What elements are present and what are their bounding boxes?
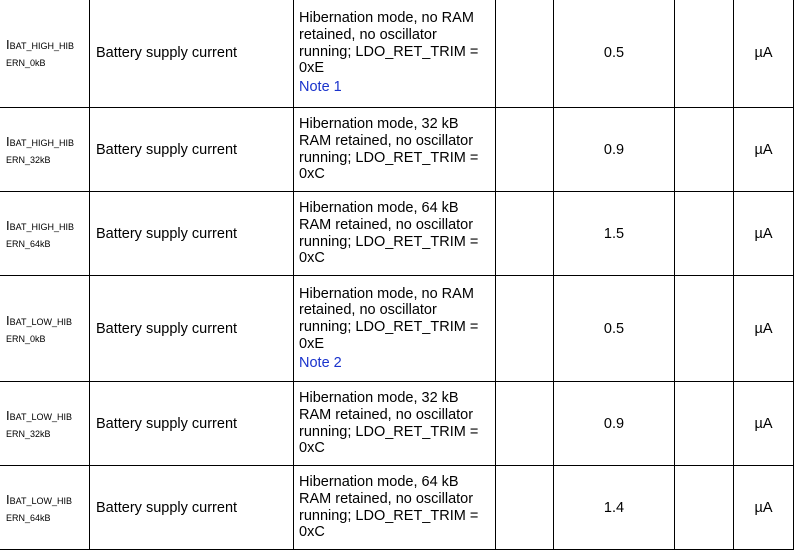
symbol-main: I [6, 133, 10, 149]
symbol-subscript: BAT_LOW_HIB [9, 495, 72, 506]
max-cell [675, 108, 734, 192]
parameter-cell: Battery supply current [90, 108, 294, 192]
unit-cell: µA [734, 276, 794, 382]
min-cell [496, 382, 554, 466]
typ-cell: 1.5 [554, 192, 675, 276]
max-cell [675, 0, 734, 108]
condition-cell: Hibernation mode, no RAM retained, no oscillator running; LDO_RET_TRIM = 0xE Note 1 [294, 0, 496, 108]
table-row [0, 192, 794, 276]
symbol-subscript: BAT_HIGH_HIB [9, 221, 74, 232]
min-cell [496, 466, 554, 550]
table-row [0, 108, 794, 192]
typ-cell: 1.4 [554, 466, 675, 550]
max-cell [675, 276, 734, 382]
condition-cell: Hibernation mode, no RAM retained, no oscillator running; LDO_RET_TRIM = 0xE Note 2 [294, 276, 496, 382]
min-cell [496, 276, 554, 382]
unit-cell: µA [734, 192, 794, 276]
symbol-cell [0, 276, 90, 382]
symbol-cell [0, 192, 90, 276]
typ-cell: 0.9 [554, 382, 675, 466]
symbol-subscript-cont: ERN_32kB [6, 154, 51, 165]
condition-cell: Hibernation mode, 32 kB RAM retained, no oscillator running; LDO_RET_TRIM = 0xC [294, 382, 496, 466]
typ-cell: 0.5 [554, 0, 675, 108]
unit-cell: µA [734, 382, 794, 466]
table-row [0, 382, 794, 466]
unit-cell: µA [734, 466, 794, 550]
symbol-main: I [6, 37, 10, 53]
symbol-subscript-cont: ERN_64kB [6, 512, 51, 523]
note-link[interactable]: Note 1 [299, 79, 342, 96]
symbol-cell [0, 108, 90, 192]
condition-cell: Hibernation mode, 64 kB RAM retained, no oscillator running; LDO_RET_TRIM = 0xC [294, 466, 496, 550]
min-cell [496, 108, 554, 192]
symbol-subscript: BAT_LOW_HIB [9, 316, 72, 327]
symbol-subscript-cont: ERN_32kB [6, 428, 51, 439]
symbol-subscript: BAT_HIGH_HIB [9, 137, 74, 148]
table-row [0, 0, 794, 108]
symbol-subscript: BAT_LOW_HIB [9, 411, 72, 422]
condition-cell: Hibernation mode, 32 kB RAM retained, no oscillator running; LDO_RET_TRIM = 0xC [294, 108, 496, 192]
note-link[interactable]: Note 2 [299, 354, 342, 371]
symbol-main: I [6, 312, 10, 328]
parameter-cell: Battery supply current [90, 276, 294, 382]
symbol-subscript-cont: ERN_64kB [6, 238, 51, 249]
symbol-subscript: BAT_HIGH_HIB [9, 41, 74, 52]
symbol-cell [0, 0, 90, 108]
table-row [0, 466, 794, 550]
condition-cell: Hibernation mode, 64 kB RAM retained, no oscillator running; LDO_RET_TRIM = 0xC [294, 192, 496, 276]
min-cell [496, 0, 554, 108]
parameter-cell: Battery supply current [90, 192, 294, 276]
symbol-subscript-cont: ERN_0kB [6, 333, 46, 344]
max-cell [675, 466, 734, 550]
parameter-cell: Battery supply current [90, 466, 294, 550]
symbol-cell [0, 466, 90, 550]
typ-cell: 0.9 [554, 108, 675, 192]
min-cell [496, 192, 554, 276]
typ-cell: 0.5 [554, 276, 675, 382]
symbol-main: I [6, 407, 10, 423]
symbol-cell [0, 382, 90, 466]
symbol-main: I [6, 217, 10, 233]
table-row [0, 276, 794, 382]
max-cell [675, 382, 734, 466]
unit-cell: µA [734, 0, 794, 108]
symbol-subscript-cont: ERN_0kB [6, 58, 46, 69]
parameter-cell: Battery supply current [90, 382, 294, 466]
max-cell [675, 192, 734, 276]
unit-cell: µA [734, 108, 794, 192]
parameter-cell: Battery supply current [90, 0, 294, 108]
symbol-main: I [6, 491, 10, 507]
